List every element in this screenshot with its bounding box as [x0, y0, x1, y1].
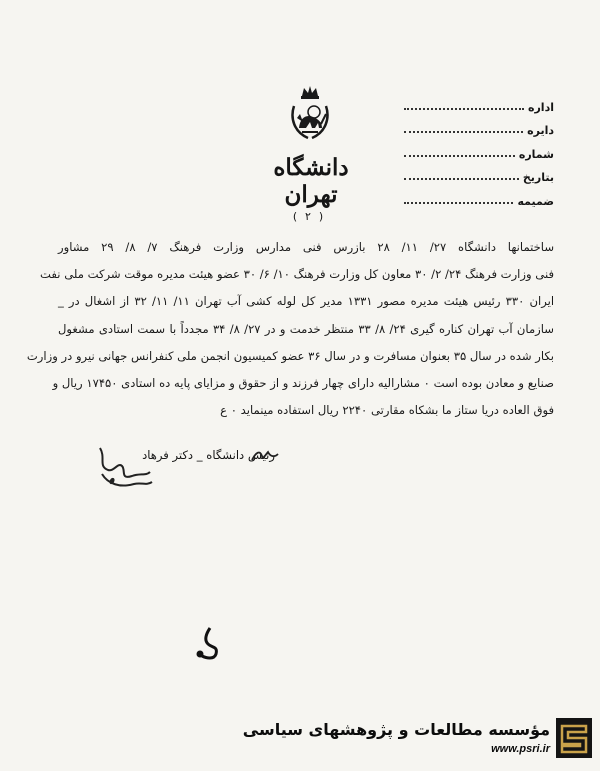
signature-caption: رئیس دانشگاه _ دکتر فرهاد: [142, 448, 275, 462]
field-label: شماره: [518, 147, 554, 161]
field-label: بتاريخ: [522, 171, 554, 185]
field-attachment: [404, 184, 554, 208]
body-line: فوق العاده دریا ستاز ما بشکاه مقارتی ۲۲۴۰ ریال استفاده مینماید ۰ ع: [220, 403, 554, 418]
body-line: ایران ۳۳۰ رئیس هیئت مدیره مصور ۱۳۳۱ مدیر کل لوله کشی آب تهران ۱۱/ ۱۱/ ۳۲ از اشغال در _: [58, 294, 555, 309]
field-label: ضميمه: [517, 194, 554, 208]
handwritten-signature-icon: [88, 440, 188, 496]
handwritten-initial-icon: [250, 446, 280, 466]
dotted-line: [404, 108, 524, 110]
dotted-line: [404, 178, 519, 180]
psri-logo-icon: [556, 718, 592, 758]
field-department: [404, 114, 554, 138]
body-line: صنایع و معادن بوده است ۰ مشارالیه دارای چهار فرزند و از حقوق و مزایای پایه ده استادی ۱۷۴۵۰ ریال و: [52, 375, 554, 390]
field-date: [404, 161, 554, 185]
university-name: دانشگاه تهران: [273, 154, 349, 208]
page-number: ( ۲ ): [291, 210, 325, 223]
body-line: ساختمانها دانشگاه ۲۷/ ۱۱/ ۲۸ بازرس فنی مدارس وزارت فرهنگ ۷/ ۸/ ۲۹ مشاور: [58, 240, 555, 254]
lion-and-sun-emblem-icon: [286, 84, 334, 142]
body-line: بکار شده در سال ۳۵ بعنوان مسافرت و در سال ۳۶ عضو کمیسیون انجمن ملی کنفرانس جهانی نیرو در وزارت: [26, 348, 554, 363]
watermark-title: مؤسسه مطالعات و پژوهشهای سیاسی: [242, 720, 550, 739]
field-number: [404, 137, 554, 161]
dotted-line: [404, 202, 513, 204]
field-label: دايره: [527, 124, 554, 138]
header-fields: [404, 90, 554, 208]
field-label: اداره: [527, 100, 554, 114]
dotted-line: [404, 131, 523, 133]
field-office: [404, 90, 554, 114]
dotted-line: [404, 155, 515, 157]
body-line: فنی وزارت فرهنگ ۲۴/ ۲/ ۳۰ معاون کل وزارت فرهنگ ۱۰/ ۶/ ۳۰ عضو هیئت مدیره موقت شرکت ملی نفت: [40, 267, 554, 282]
watermark-url: www.psri.ir: [491, 743, 550, 755]
body-line: سازمان آب تهران کناره گیری ۲۴/ ۸/ ۳۳ منتظر خدمت و در ۲۷/ ۸/ ۳۴ مجدداً با سمت استادی مشغول: [58, 321, 555, 336]
handwritten-margin-mark-icon: [188, 620, 228, 664]
letter-body: [26, 234, 555, 424]
